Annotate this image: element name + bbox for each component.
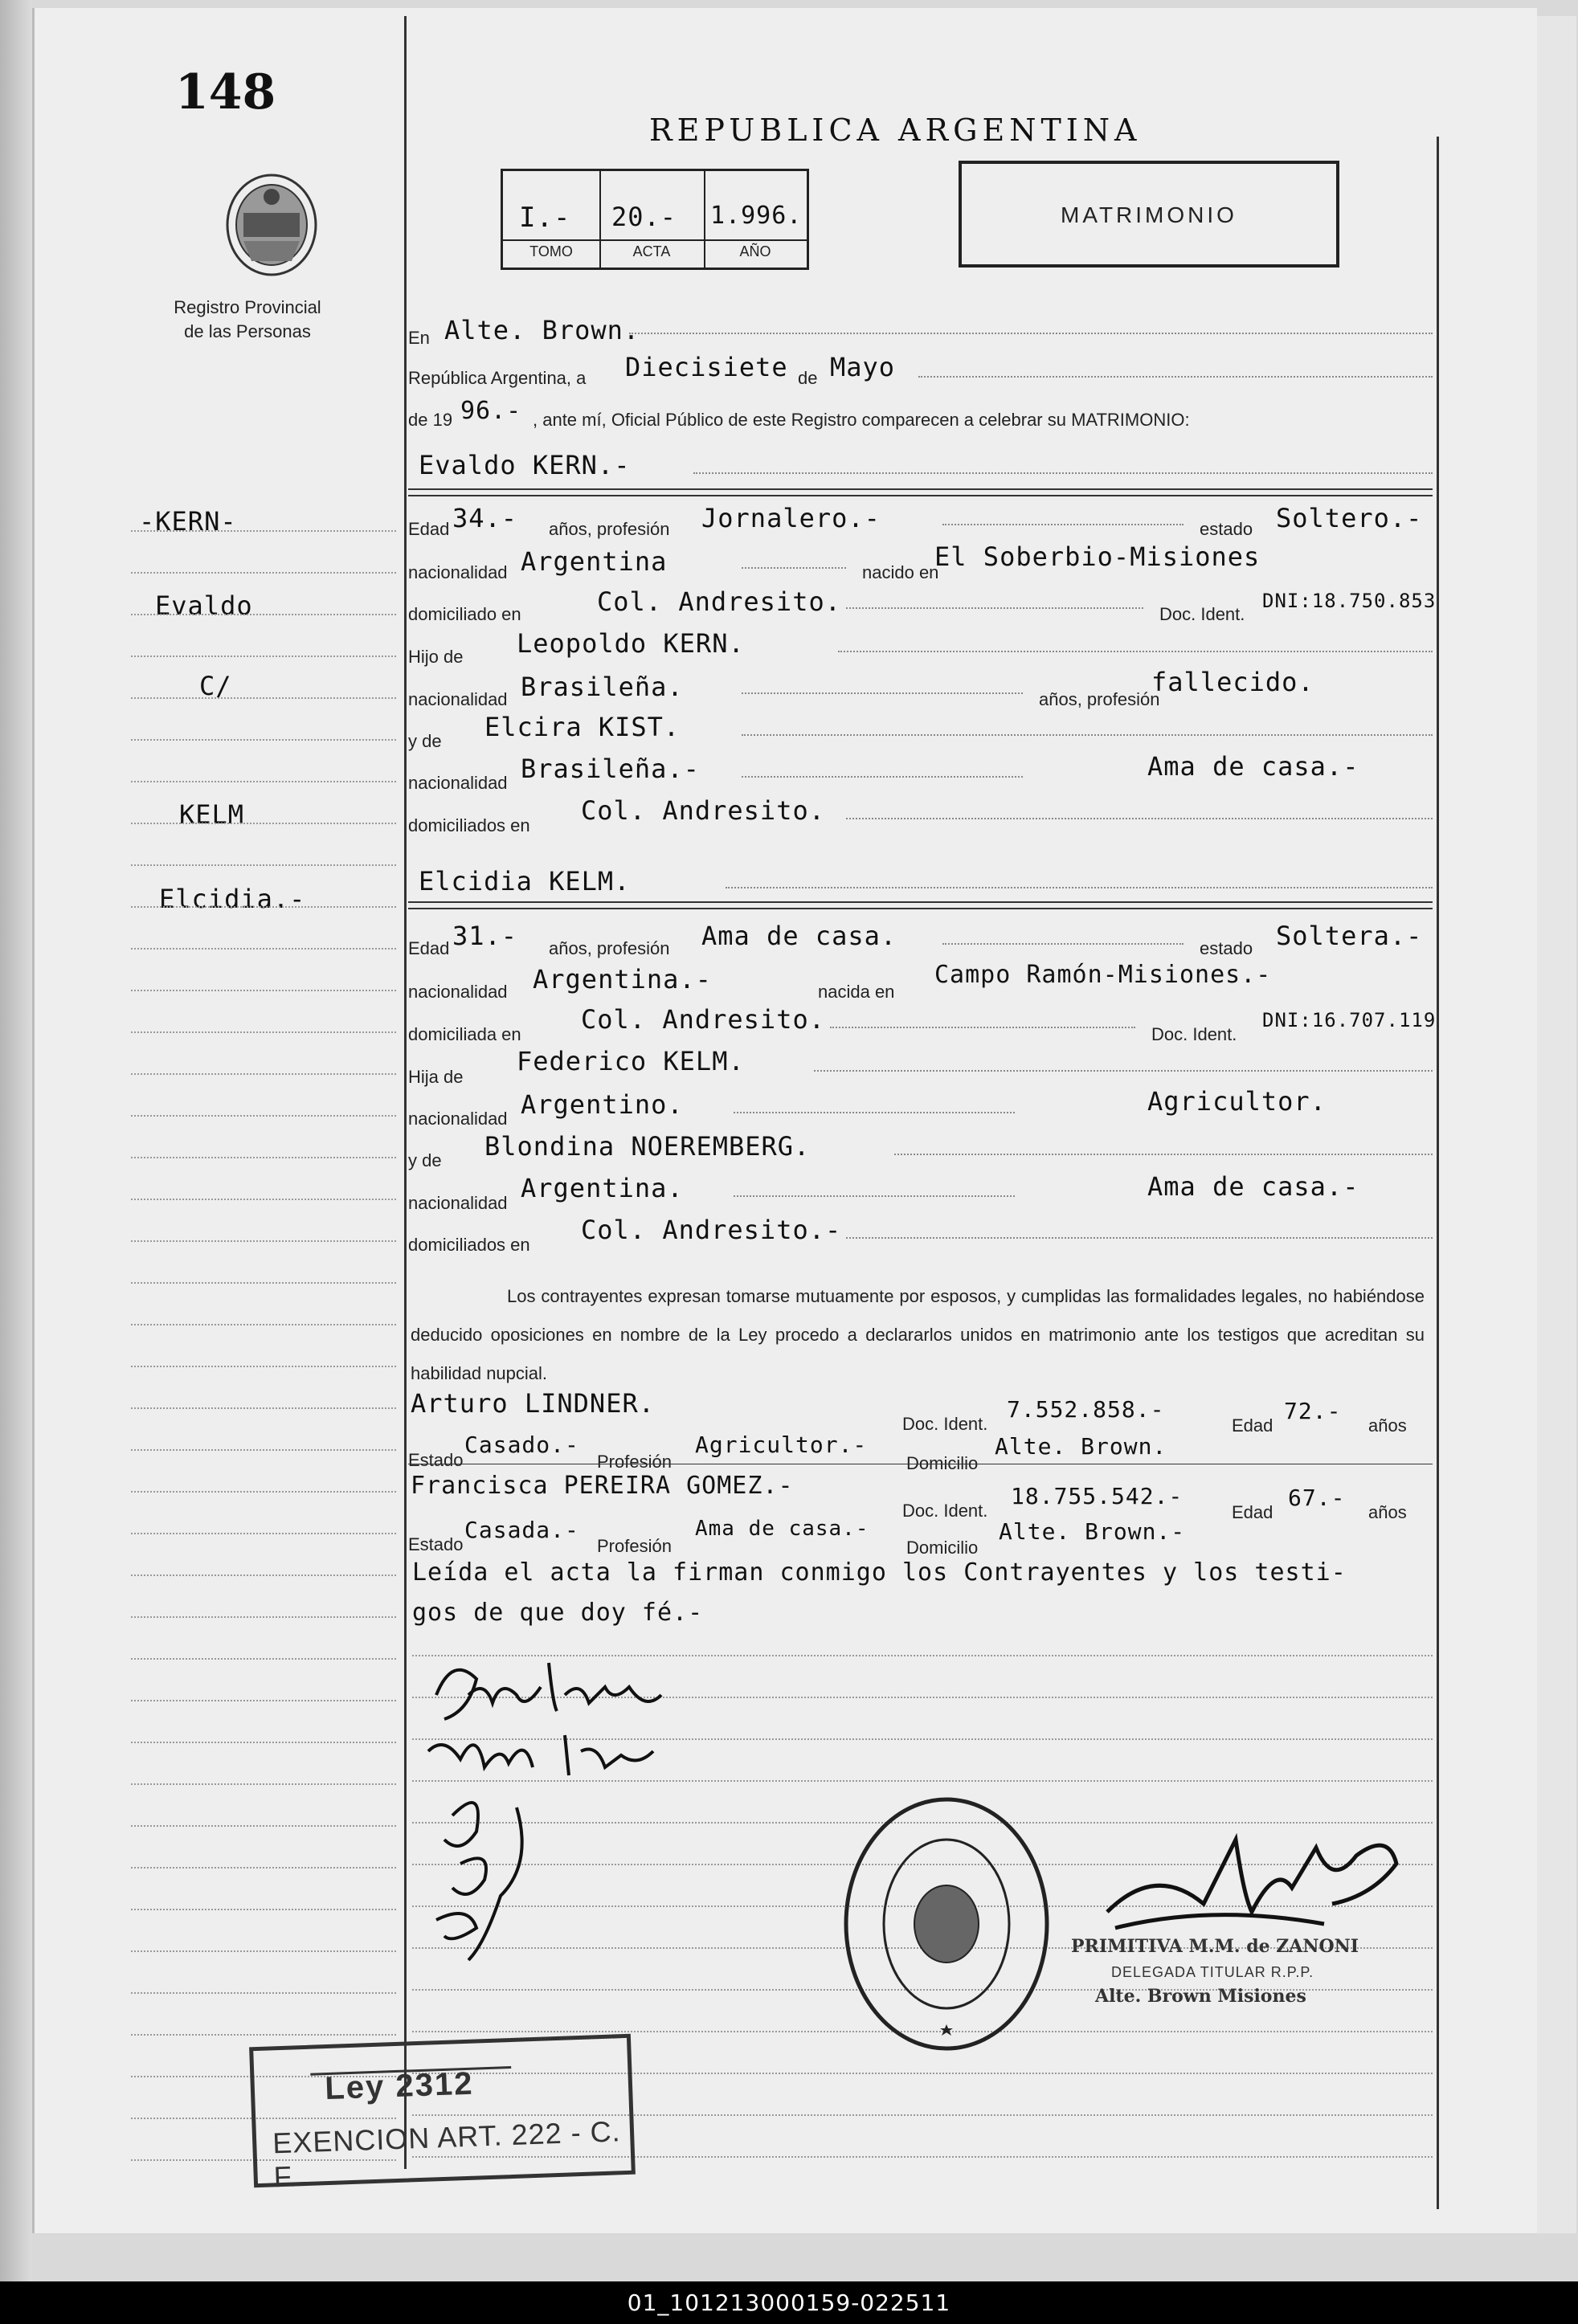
- groom-father: Leopoldo KERN.: [517, 628, 745, 659]
- margin-ruled-line: [131, 1658, 396, 1660]
- official-stamp-line3: Alte. Brown Misiones: [1095, 1986, 1306, 2007]
- groom-father-prof: fallecido.: [1151, 667, 1314, 697]
- witness2-domicilio-label: Domicilio: [906, 1538, 979, 1558]
- groom-estado: Soltero.-: [1276, 503, 1423, 533]
- bride-father-nac: Argentino.: [521, 1089, 684, 1120]
- witness1-domicilio: Alte. Brown.: [995, 1433, 1167, 1460]
- witness1-doc-label: Doc. Ident.: [902, 1414, 988, 1434]
- official-signature: [1091, 1815, 1412, 1948]
- margin-ruled-line: [131, 1992, 396, 1994]
- bride-father: Federico KELM.: [517, 1046, 745, 1076]
- margin-ruled-line: [131, 1240, 396, 1242]
- margin-ruled-line: [131, 1950, 396, 1952]
- groom-edad-label: Edad: [408, 519, 450, 539]
- groom-profesion-label: años, profesión: [549, 519, 670, 539]
- groom-edad: 34.-: [452, 503, 518, 533]
- witness2-doc: 18.755.542.-: [1011, 1483, 1184, 1509]
- margin-ruled-line: [131, 1533, 396, 1534]
- document-title: REPUBLICA ARGENTINA: [649, 112, 1142, 148]
- groom-doc-label: Doc. Ident.: [1159, 604, 1245, 624]
- bride-doc-label: Doc. Ident.: [1151, 1024, 1237, 1044]
- book-binding: [0, 0, 32, 2281]
- groom-nacionalidad: Argentina: [521, 546, 668, 577]
- groom-name: Evaldo KERN.-: [419, 450, 631, 480]
- margin-ruled-line: [131, 1031, 396, 1033]
- bride-estado: Soltera.-: [1276, 921, 1423, 951]
- margin-ruled-line: [131, 572, 396, 574]
- margin-ruled-line: [131, 1115, 396, 1117]
- groom-nacido: El Soberbio-Misiones: [934, 541, 1261, 572]
- groom-domiciliados-label: domiciliados en: [408, 815, 530, 835]
- margin-ruled-line: [131, 1867, 396, 1869]
- registry-label: Registro Provincial de las Personas: [174, 297, 321, 341]
- margin-note-4: KELM: [179, 799, 245, 830]
- bride-domiciliados-label: domiciliados en: [408, 1235, 530, 1255]
- right-margin-rule: [1437, 137, 1439, 2209]
- witness1-name: Arturo LINDNER.: [411, 1388, 655, 1419]
- witness1-doc: 7.552.858.-: [1007, 1396, 1165, 1423]
- footer-id: 01_101213000159-022511: [627, 2289, 951, 2316]
- groom-mother-nac: Brasileña.-: [521, 754, 700, 784]
- page-number: 148: [175, 64, 276, 120]
- margin-ruled-line: [131, 656, 396, 657]
- bride-yde-label: y de: [408, 1150, 442, 1170]
- de-label: de: [798, 368, 818, 388]
- witness2-name: Francisca PEREIRA GOMEZ.-: [411, 1472, 794, 1500]
- ley-stamp-line1: Ley 2312: [324, 2065, 475, 2107]
- bride-name: Elcidia KELM.: [419, 866, 631, 897]
- margin-ruled-line: [131, 1199, 396, 1200]
- witness1-profesion-label: Profesión: [597, 1452, 672, 1472]
- bride-estado-label: estado: [1200, 938, 1253, 958]
- groom-estado-label: estado: [1200, 519, 1253, 539]
- tomo-value: I.-: [519, 202, 571, 234]
- round-seal-icon: [838, 1791, 1055, 2056]
- bride-nacionalidad-label: nacionalidad: [408, 982, 508, 1002]
- witness2-anos-label: años: [1368, 1502, 1407, 1522]
- groom-father-prof-label: años, profesión: [1039, 689, 1160, 709]
- declaration-text: Los contrayentes expresan tomarse mutuamente por esposos, y cumplidas las formalidades legales, no habiéndose deducido oposiciones en nombre de la Ley procedo a declararlos unidos en matrimonio ante los testigos que acreditan su habilidad nupcial.: [411, 1286, 1425, 1383]
- en-label: En: [408, 328, 430, 348]
- margin-ruled-line: [131, 1825, 396, 1827]
- bride-profesion-label: años, profesión: [549, 938, 670, 958]
- acta-label: ACTA: [632, 243, 671, 259]
- groom-mother-nac-label: nacionalidad: [408, 773, 508, 793]
- margin-ruled-line: [131, 1783, 396, 1785]
- round-seal: [838, 1791, 1055, 2061]
- margin-ruled-line: [131, 781, 396, 782]
- margin-ruled-line: [131, 530, 396, 532]
- witness-signatures: [420, 1783, 581, 1972]
- witness1-edad: 72.-: [1284, 1398, 1342, 1424]
- bride-mother-prof: Ama de casa.-: [1147, 1171, 1359, 1202]
- margin-ruled-line: [131, 1700, 396, 1701]
- closing-line-1: Leída el acta la firman conmigo los Contrayentes y los testi-: [412, 1558, 1347, 1587]
- margin-note-3: C/: [199, 671, 232, 701]
- witness2-estado-label: Estado: [408, 1534, 464, 1554]
- margin-ruled-line: [131, 823, 396, 824]
- witness2-profesion-label: Profesión: [597, 1536, 672, 1556]
- bride-domicilio: Col. Andresito.: [581, 1004, 825, 1035]
- witness2-domicilio: Alte. Brown.-: [999, 1518, 1186, 1545]
- witness1-estado-label: Estado: [408, 1450, 464, 1470]
- margin-ruled-line: [131, 990, 396, 991]
- left-margin-rule: [404, 16, 407, 2169]
- bride-mother-nac: Argentina.: [521, 1173, 684, 1203]
- witness1-anos-label: años: [1368, 1415, 1407, 1436]
- witness2-edad: 67.-: [1288, 1485, 1346, 1511]
- margin-ruled-line: [131, 2034, 396, 2036]
- witness2-doc-label: Doc. Ident.: [902, 1501, 988, 1521]
- groom-profesion: Jornalero.-: [701, 503, 881, 533]
- bride-nacida-label: nacida en: [818, 982, 895, 1002]
- witness1-profesion: Agricultor.-: [695, 1432, 868, 1458]
- ano-value: 1.996.: [710, 202, 803, 230]
- groom-father-nac-label: nacionalidad: [408, 689, 508, 709]
- bride-nacionalidad: Argentina.-: [533, 964, 712, 995]
- republica-label: República Argentina, a: [408, 368, 587, 388]
- margin-ruled-line: [131, 1282, 396, 1284]
- witness1-edad-label: Edad: [1232, 1415, 1273, 1436]
- official-stamp-line1: PRIMITIVA M.M. de ZANONI: [1071, 1936, 1359, 1957]
- year-prefix: de 19: [408, 410, 453, 430]
- margin-ruled-line: [131, 1742, 396, 1743]
- bride-profesion: Ama de casa.: [701, 921, 897, 951]
- margin-ruled-line: [131, 1324, 396, 1325]
- bride-edad-label: Edad: [408, 938, 450, 958]
- day-value: Diecisiete: [625, 352, 788, 382]
- groom-nacido-label: nacido en: [862, 562, 939, 582]
- margin-ruled-line: [131, 1616, 396, 1618]
- margin-ruled-line: [131, 1073, 396, 1075]
- margin-ruled-line: [131, 614, 396, 615]
- bride-doc: DNI:16.707.119: [1262, 1009, 1437, 1031]
- ano-label: AÑO: [739, 243, 771, 259]
- groom-yde-label: y de: [408, 731, 442, 751]
- bride-nacida: Campo Ramón-Misiones.-: [934, 961, 1272, 989]
- bride-hija-label: Hija de: [408, 1067, 464, 1087]
- witness2-profesion: Ama de casa.-: [695, 1517, 869, 1541]
- official-signature-icon: [1091, 1815, 1412, 1944]
- groom-parents-dom: Col. Andresito.: [581, 795, 825, 826]
- margin-ruled-line: [131, 1909, 396, 1910]
- margin-ruled-line: [131, 1575, 396, 1576]
- bride-parents-dom: Col. Andresito.-: [581, 1215, 842, 1245]
- bride-father-nac-label: nacionalidad: [408, 1109, 508, 1129]
- margin-ruled-line: [131, 948, 396, 950]
- register-page: [32, 8, 1537, 2233]
- margin-ruled-line: [131, 739, 396, 741]
- matrimonio-label: MATRIMONIO: [1061, 202, 1237, 227]
- groom-doc: DNI:18.750.853: [1262, 590, 1437, 612]
- groom-mother: Elcira KIST.: [484, 712, 681, 742]
- witness2-estado: Casada.-: [464, 1517, 579, 1543]
- tomo-acta-ano-box: [501, 169, 809, 270]
- matrimonio-box: [959, 161, 1339, 268]
- ley-stamp-line2: EXENCION ART. 222 - C. F.: [272, 2114, 622, 2194]
- groom-nacionalidad-label: nacionalidad: [408, 562, 508, 582]
- coat-of-arms-icon: [219, 169, 324, 285]
- official-stamp-line2: DELEGADA TITULAR R.P.P.: [1111, 1964, 1314, 1980]
- bride-edad: 31.-: [452, 921, 518, 951]
- tomo-label: TOMO: [529, 243, 573, 259]
- groom-domiciliado-label: domiciliado en: [408, 604, 521, 624]
- margin-ruled-line: [131, 697, 396, 699]
- year-value: 96.-: [460, 397, 522, 425]
- margin-ruled-line: [131, 906, 396, 908]
- closing-line-2: gos de que doy fé.-: [412, 1599, 704, 1627]
- en-value: Alte. Brown.: [444, 315, 640, 345]
- groom-domicilio: Col. Andresito.: [597, 586, 841, 617]
- bride-mother-nac-label: nacionalidad: [408, 1193, 508, 1213]
- margin-note-1: -KERN-: [139, 506, 237, 537]
- ley-stamp: [249, 2034, 636, 2194]
- bride-father-prof: Agricultor.: [1147, 1086, 1327, 1117]
- bride-mother: Blondina NOEREMBERG.: [484, 1131, 811, 1162]
- witness2-edad-label: Edad: [1232, 1502, 1273, 1522]
- margin-ruled-line: [131, 1366, 396, 1367]
- scan-footer: [0, 2281, 1578, 2324]
- groom-mother-prof: Ama de casa.-: [1147, 751, 1359, 782]
- groom-hijo-label: Hijo de: [408, 647, 464, 667]
- margin-note-5: Elcidia.-: [159, 884, 306, 914]
- margin-ruled-line: [131, 1449, 396, 1451]
- witness1-domicilio-label: Domicilio: [906, 1453, 979, 1473]
- groom-father-nac: Brasileña.: [521, 672, 684, 702]
- comparecen-text: , ante mí, Oficial Público de este Registro comparecen a celebrar su MATRIMONIO:: [533, 410, 1190, 430]
- witness-signature-icon: [420, 1783, 581, 1968]
- bride-domiciliada-label: domiciliada en: [408, 1024, 521, 1044]
- margin-note-2: Evaldo: [155, 590, 253, 621]
- acta-value: 20.-: [611, 202, 677, 232]
- margin-ruled-line: [131, 864, 396, 866]
- witness1-estado: Casado.-: [464, 1432, 579, 1458]
- margin-ruled-line: [131, 1491, 396, 1493]
- month-value: Mayo: [830, 352, 896, 382]
- margin-ruled-line: [131, 1407, 396, 1409]
- margin-ruled-line: [131, 1157, 396, 1158]
